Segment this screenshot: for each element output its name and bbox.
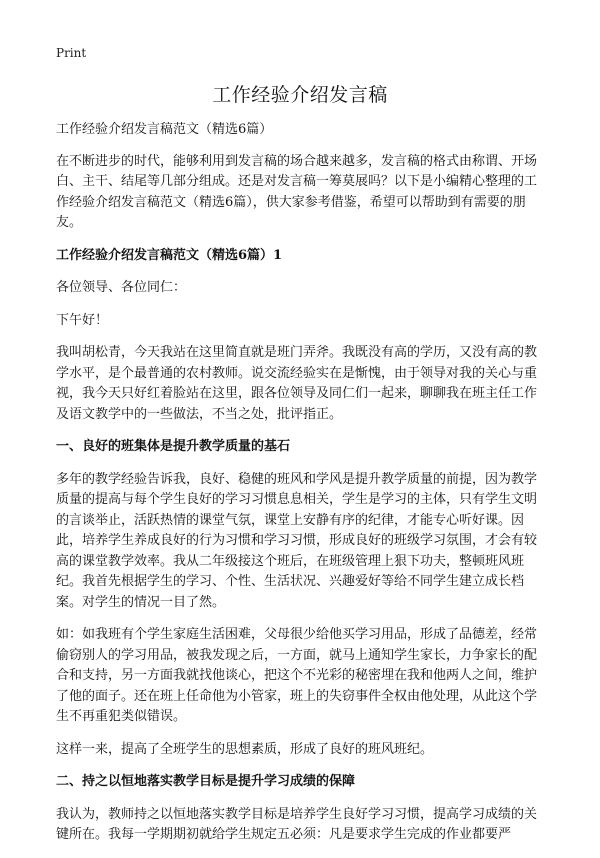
paragraph-one-a: 多年的教学经验告诉我，良好、稳健的班风和学风是提升教学质量的前提，因为教学质量的提高与每个学生良好的学习习惯息息相关，学生是学习的主体，只有学生文明的言谈举止，活跃热情的课堂气氛，课堂上安静有序的纪律，才能专心听好课。因此，培养学生养成良好的行为习惯和学习习惯，形成良好的班级学习氛围，才会有较高的课堂教学效率。我从二年级接这个班后，在班级管理上狠下功夫，整顿班风班纪。我首先根据学生的学习、个性、生活状况、兴趣爱好等给不同学生建立成长档案。对学生的情况一目了然。 — [56, 471, 538, 610]
paragraph-two-a: 我认为，教师持之以恒地落实教学目标是培养学生良好学习习惯，提高学习成绩的关键所在。我每一学期期初就给学生规定五必须：凡是要求学生完成的作业都要严 — [56, 806, 538, 842]
salutation-line: 下午好！ — [56, 312, 109, 328]
subheading-two: 二、持之以恒地落实教学目标是提升学习成绩的保障 — [56, 774, 356, 789]
document-body — [56, 120, 548, 858]
subheading-one: 一、良好的班集体是提升教学质量的基石 — [56, 439, 291, 454]
greeting-line: 各位领导、各位同仁： — [56, 280, 187, 295]
paragraph-one-c: 这样一来，提高了全班学生的思想素质，形成了良好的班风班纪。 — [56, 741, 434, 757]
print-link[interactable]: Print — [56, 46, 87, 60]
self-intro-paragraph: 我叫胡松青，今天我站在这里简直就是班门弄斧。我既没有高的学历，又没有高的教学水平，是个最普通的农村教师。说交流经验实在是惭愧，由于领导对我的关心与重视，我今天只好红着脸站在这里，跟各位领导及同仁们一起来，聊聊我在班主任工作及语文教学中的一些做法，不当之处，批评指正。 — [56, 345, 538, 422]
document-subtitle: 工作经验介绍发言稿范文（精选6篇） — [56, 122, 273, 137]
document-title: 工作经验介绍发言稿 — [212, 84, 388, 106]
intro-paragraph: 在不断进步的时代，能够利用到发言稿的场合越来越多，发言稿的格式由称谓、开场白、主干、结尾等几部分组成。还是对发言稿一筹莫展吗？以下是小编精心整理的工作经验介绍发言稿范文（精选6篇），供大家参考借鉴，希望可以帮助到有需要的朋友。 — [56, 153, 538, 230]
section-heading: 工作经验介绍发言稿范文（精选6篇）1 — [56, 247, 283, 263]
paragraph-one-b: 如：如我班有个学生家庭生活困难，父母很少给他买学习用品，形成了品德差，经常偷窃别人的学习用品，被我发现之后，一方面，就马上通知学生家长，力争家长的配合和支持，另一方面我就找他谈心，把这个不光彩的秘密埋在我和他两人之间，维护了他的面子。还在班上任命他为小管家，班上的失窃事件全权由他处理，从此这个学生不再重犯类似错误。 — [56, 627, 538, 724]
